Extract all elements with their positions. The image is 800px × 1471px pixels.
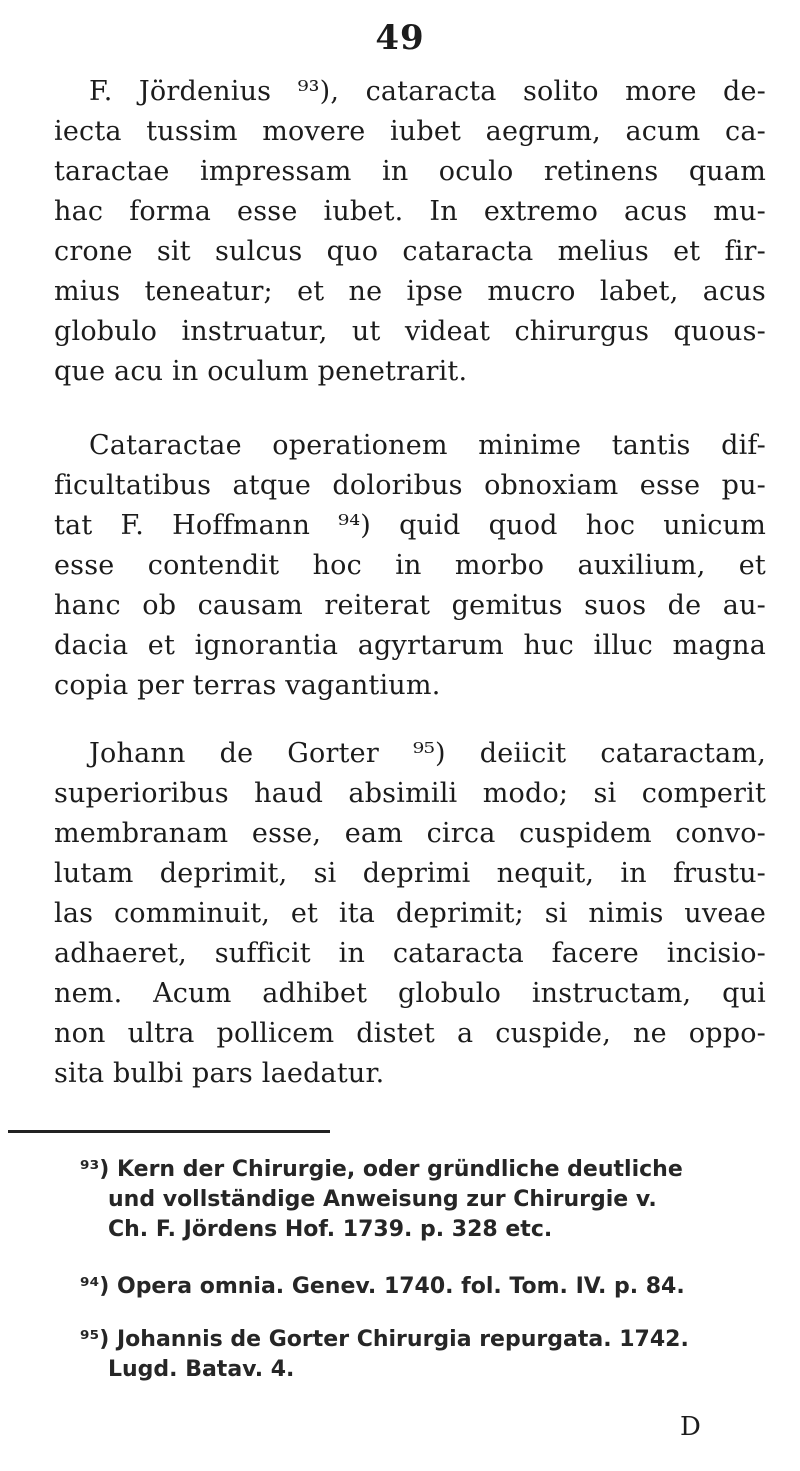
footnote-line: ⁹⁴) Opera omnia. Genev. 1740. fol. Tom. IV. p. 84. [80, 1274, 685, 1299]
text-line: superioribus haud absimili modo; si comperit [54, 778, 766, 809]
text-line: non ultra pollicem distet a cuspide, ne oppo- [54, 1018, 766, 1049]
text-line: hac forma esse iubet. In extremo acus mu- [54, 196, 766, 227]
text-line: hanc ob causam reiterat gemitus suos de au- [54, 590, 766, 621]
text-line: membranam esse, eam circa cuspidem convo- [54, 818, 766, 849]
text-line: adhaeret, sufficit in cataracta facere incisio- [54, 938, 766, 969]
text-line: tat F. Hoffmann ⁹⁴) quid quod hoc unicum [54, 510, 766, 541]
text-line: globulo instruatur, ut videat chirurgus quous- [54, 316, 766, 347]
text-line: sita bulbi pars laedatur. [54, 1058, 385, 1089]
signature-mark: D [680, 1412, 701, 1442]
text-line: crone sit sulcus quo cataracta melius et fir- [54, 236, 766, 267]
paragraph-jordenius [54, 72, 766, 392]
footnote-line: und vollständige Anweisung zur Chirurgie v. [108, 1187, 657, 1212]
text-line: las comminuit, et ita deprimit; si nimis uveae [54, 898, 766, 929]
text-line: nem. Acum adhibet globulo instructam, qui [54, 978, 766, 1009]
footnote-94 [80, 1272, 770, 1302]
text-line: iecta tussim movere iubet aegrum, acum ca- [54, 116, 766, 147]
text-line: Johann de Gorter ⁹⁵) deiicit cataractam, [89, 738, 766, 769]
text-line: esse contendit hoc in morbo auxilium, et [54, 550, 766, 581]
footnote-line: Lugd. Batav. 4. [108, 1357, 295, 1382]
footnote-line: Ch. F. Jördens Hof. 1739. p. 328 etc. [108, 1217, 553, 1242]
text-line: ficultatibus atque doloribus obnoxiam esse pu- [54, 470, 766, 501]
paragraph-hoffmann [54, 426, 766, 706]
text-line: Cataractae operationem minime tantis dif- [89, 430, 766, 461]
text-line: F. Jördenius ⁹³), cataracta solito more de- [89, 76, 766, 107]
text-line: taractae impressam in oculo retinens quam [54, 156, 766, 187]
page-number: 49 [375, 18, 425, 58]
footnote-93 [80, 1155, 770, 1245]
footnote-separator [8, 1130, 330, 1133]
footnote-line: ⁹⁵) Johannis de Gorter Chirurgia repurgata. 1742. [80, 1327, 689, 1352]
text-line: mius teneatur; et ne ipse mucro labet, acus [54, 276, 766, 307]
text-line: lutam deprimit, si deprimi nequit, in frustu- [54, 858, 766, 889]
text-line: dacia et ignorantia agyrtarum huc illuc magna [54, 630, 766, 661]
text-line: que acu in oculum penetrarit. [54, 356, 468, 387]
footnote-line: ⁹³) Kern der Chirurgie, oder gründliche deutliche [80, 1157, 683, 1182]
text-line: copia per terras vagantium. [54, 670, 441, 701]
paragraph-gorter [54, 734, 766, 1094]
footnote-95 [80, 1325, 770, 1385]
